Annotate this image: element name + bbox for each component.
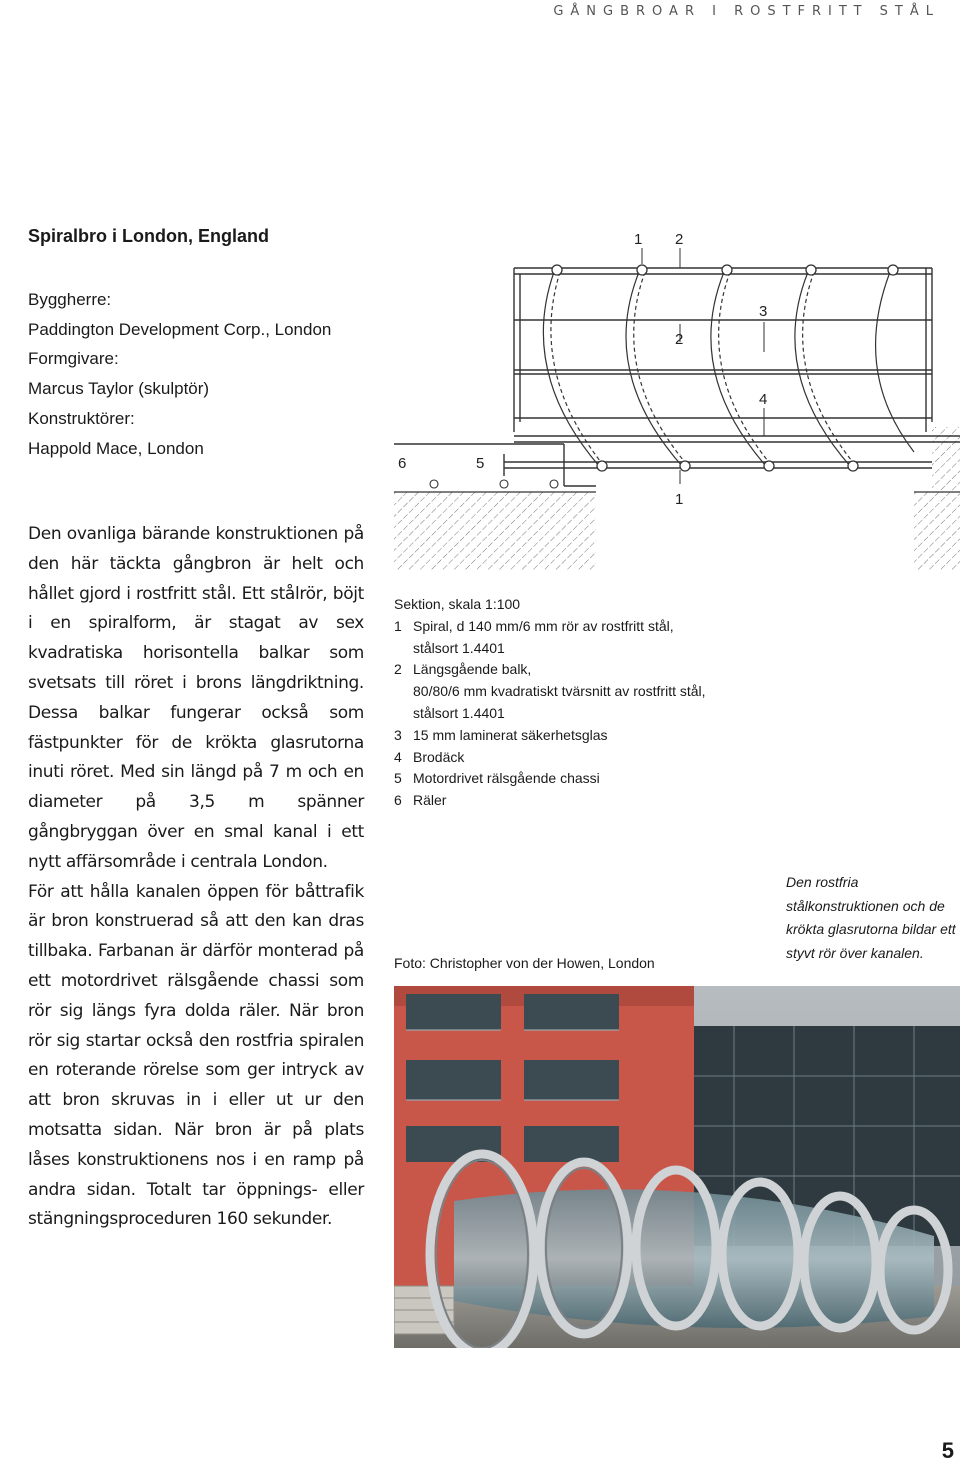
credit-line: Marcus Taylor (skulptör) (28, 379, 210, 399)
credits-block (28, 285, 331, 463)
credit-line: Happold Mace, London (28, 438, 204, 458)
legend-item: 2 Längsgående balk, (394, 661, 532, 678)
label-5: 5 (476, 455, 485, 472)
legend-item: 1 Spiral, d 140 mm/6 mm rör av rostfritt stål, (394, 617, 674, 634)
credit-line: Paddington Development Corp., London (28, 319, 332, 339)
spiral-nodes (552, 265, 898, 471)
ground-right (914, 492, 960, 570)
section-drawing (394, 222, 960, 582)
label-2-mid: 2 (675, 331, 684, 348)
bridge-photo (394, 986, 960, 1348)
bridge-frame (394, 268, 960, 486)
photo-caption: Den rostfria stålkonstruktionen och de krökta glasrutorna bildar ett styvt rör över kanalen. (786, 874, 956, 961)
legend-item-line: stålsort 1.4401 (413, 704, 505, 721)
article-title: Spiralbro i London, England (28, 226, 269, 246)
running-header: GÅNGBROAR I ROSTFRITT STÅL (553, 4, 940, 19)
legend-item: 5 Motordrivet rälsgående chassi (394, 770, 600, 787)
legend-item-line: stålsort 1.4401 (413, 639, 505, 656)
leader-lines (642, 248, 764, 484)
credit-line: Konstruktörer: (28, 408, 135, 428)
label-3: 3 (759, 303, 768, 320)
ground-right-step (932, 427, 960, 492)
legend-item: 3 15 mm laminerat säkerhetsglas (394, 726, 608, 743)
label-1-bottom: 1 (675, 491, 684, 508)
credit-line: Byggherre: (28, 290, 112, 309)
label-1-top: 1 (634, 231, 643, 248)
label-6: 6 (398, 455, 407, 472)
body-paragraph: Den ovanliga bärande konstruktionen på den här täckta gångbron är helt och hållet gjord i rostfritt stål. Ett stålrör, böjt i en spiralform, är stagat av sex kvadratiska horisontella balkar som svetsats till röret i brons längdriktning. Dessa balkar fungerar också som fästpunkter för de krökta glasrutorna inuti röret. Med sin längd på 7 m och en diameter på 3,5 m spänner gångbryggan över en smal kanal i ett nytt affärsområde i centrala London. (28, 524, 364, 872)
body-text (28, 520, 364, 1235)
legend-item-line: 80/80/6 mm kvadratiskt tvärsnitt av rostfritt stål, (413, 683, 706, 700)
page-number: 5 (941, 1438, 954, 1463)
ground-left (394, 492, 596, 570)
chassis-wheels (430, 480, 558, 488)
legend (394, 594, 706, 812)
legend-item: 4 Brodäck (394, 748, 465, 765)
legend-title: Sektion, skala 1:100 (394, 596, 521, 612)
label-2-top: 2 (675, 231, 684, 248)
photo-credit: Foto: Christopher von der Howen, London (394, 955, 655, 971)
legend-item: 6 Räler (394, 792, 447, 809)
label-4: 4 (759, 391, 768, 408)
spiral-tube (543, 272, 914, 466)
body-paragraph: För att hålla kanalen öppen för båttrafik är bron konstruerad så att den kan dras tillbaka. Farbanan är därför monterad på ett motordrivet rälsgående chassi som rör sig längs fyra dolda räler. När bron rör sig startar också den rostfria spiralen en roterande rörelse som ger intryck av att bron skruvas in i eller ut ur den motsatta sidan. När bron är på plats låses konstruktionens nos i en ramp på andra sidan. Totalt tar öppnings- eller stängningsproceduren 160 sekunder. (28, 881, 364, 1230)
credit-line: Formgivare: (28, 349, 119, 369)
